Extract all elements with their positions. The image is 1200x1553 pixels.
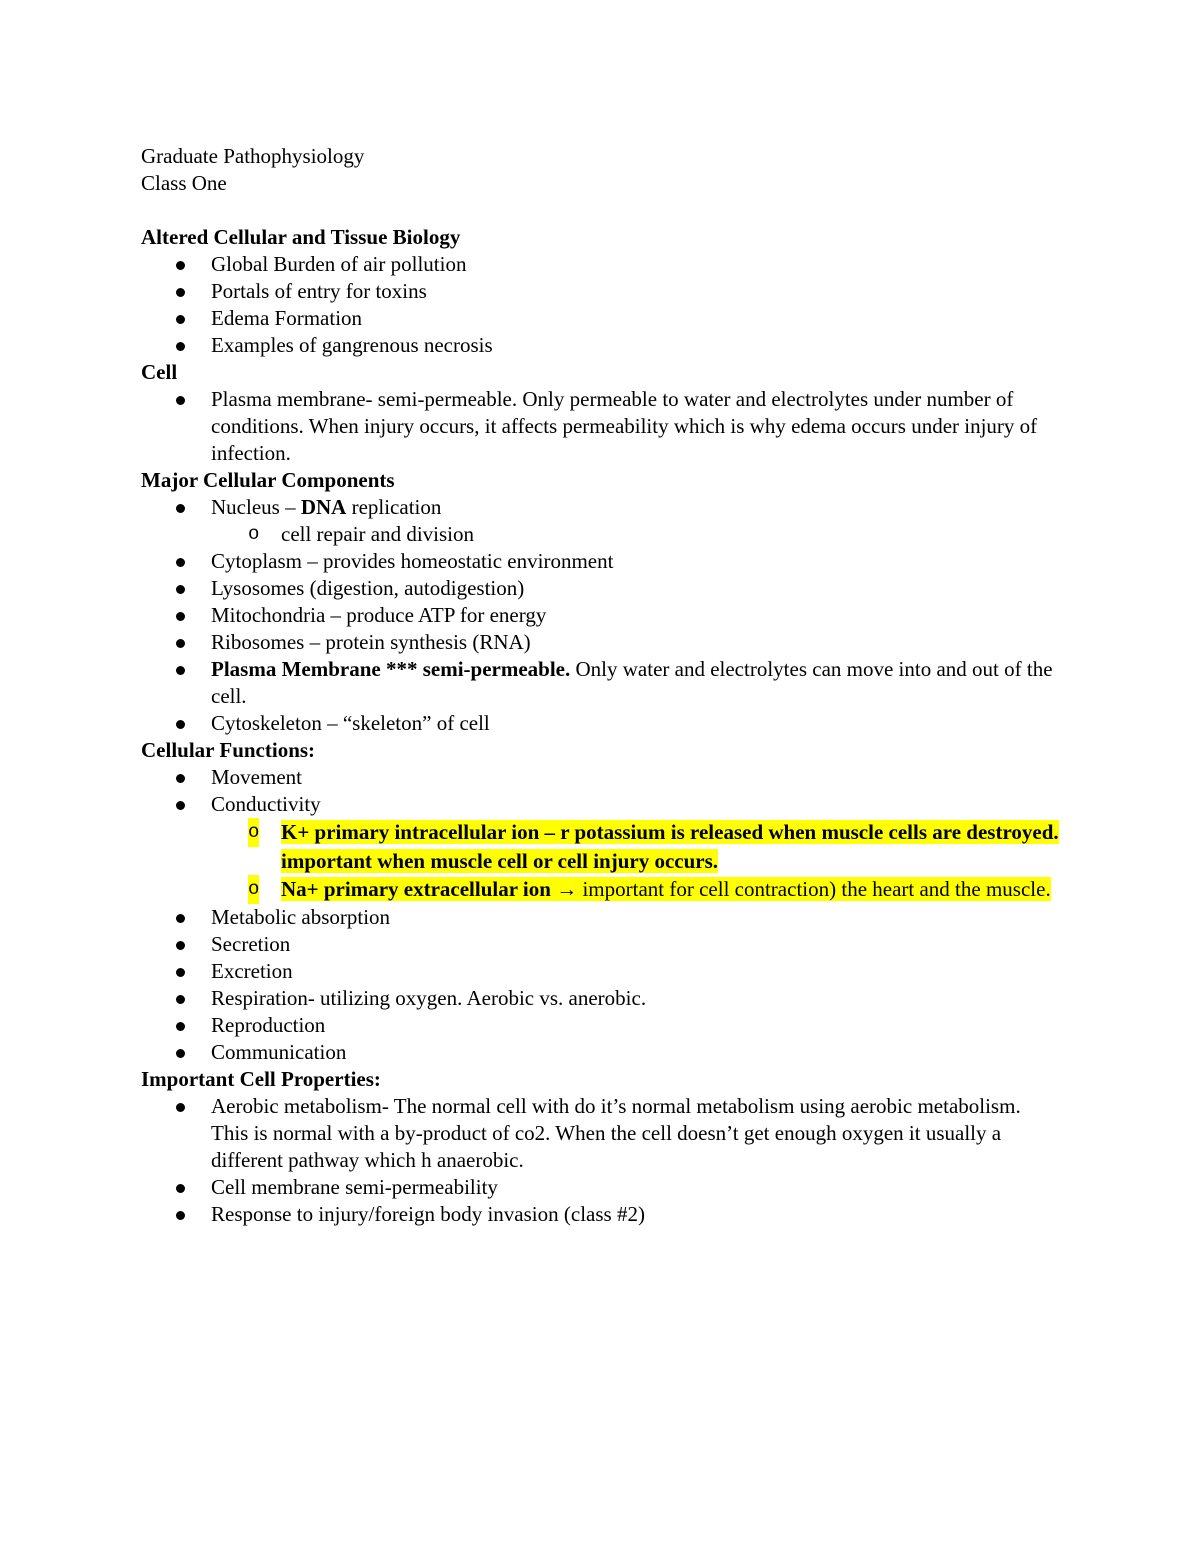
conductivity-sublist bbox=[211, 818, 1061, 904]
sub-list-item-potassium bbox=[211, 818, 1061, 875]
class-title: Class One bbox=[141, 171, 227, 195]
list-item: Plasma membrane- semi-permeable. Only permeable to water and electrolytes under number of conditions. When injury occurs, it affects permeability which is why edema occurs under injury of infection. bbox=[141, 386, 1061, 467]
list-item: Edema Formation bbox=[141, 305, 1061, 332]
circle-bullet-icon: o bbox=[248, 875, 259, 904]
section-heading-components: Major Cellular Components bbox=[141, 468, 395, 492]
sub-list-text: cell repair and division bbox=[281, 522, 475, 546]
list-item: Cytoskeleton – “skeleton” of cell bbox=[141, 710, 1061, 737]
sub-list-item bbox=[211, 521, 1061, 548]
list-item: Movement bbox=[141, 764, 1061, 791]
list-item: Aerobic metabolism- The normal cell with do it’s normal metabolism using aerobic metabolism. This is normal with a by-product of co2. When the cell doesn’t get enough oxygen it usually a different pathway which h anaerobic. bbox=[141, 1093, 1061, 1174]
cell-list bbox=[141, 386, 1061, 467]
list-item: Response to injury/foreign body invasion (class #2) bbox=[141, 1201, 1061, 1228]
list-item-conductivity bbox=[141, 791, 1061, 904]
plasma-membrane-bold: Plasma Membrane *** semi-permeable. bbox=[211, 657, 571, 681]
sub-list-item-sodium bbox=[211, 875, 1061, 904]
list-item: Lysosomes (digestion, autodigestion) bbox=[141, 575, 1061, 602]
nucleus-dna: DNA bbox=[300, 495, 347, 519]
nucleus-sublist bbox=[211, 521, 1061, 548]
spacer bbox=[141, 197, 1061, 224]
list-item-nucleus bbox=[141, 494, 1061, 548]
altered-list bbox=[141, 251, 1061, 359]
circle-bullet-icon: o bbox=[248, 523, 260, 545]
list-item: Communication bbox=[141, 1039, 1061, 1066]
section-heading-cell: Cell bbox=[141, 360, 178, 384]
potassium-text: K+ primary intracellular ion – r potassium is released when muscle cells are destroyed. important when muscle cell or cell injury occurs. bbox=[281, 820, 1059, 873]
list-item: Metabolic absorption bbox=[141, 904, 1061, 931]
document-body bbox=[141, 143, 1061, 1228]
circle-bullet-icon: o bbox=[248, 818, 259, 847]
list-item: Examples of gangrenous necrosis bbox=[141, 332, 1061, 359]
nucleus-label: Nucleus – bbox=[211, 495, 301, 519]
properties-list bbox=[141, 1093, 1061, 1228]
section-heading-functions: Cellular Functions: bbox=[141, 738, 316, 762]
list-item: Portals of entry for toxins bbox=[141, 278, 1061, 305]
list-item: Excretion bbox=[141, 958, 1061, 985]
conductivity-label: Conductivity bbox=[211, 792, 321, 816]
course-title: Graduate Pathophysiology bbox=[141, 144, 365, 168]
list-item: Reproduction bbox=[141, 1012, 1061, 1039]
plasma-membrane-text: Only water and electrolytes can move into and out of the cell. bbox=[211, 657, 1053, 708]
list-item: Cytoplasm – provides homeostatic environment bbox=[141, 548, 1061, 575]
list-item: Respiration- utilizing oxygen. Aerobic vs. anerobic. bbox=[141, 985, 1061, 1012]
functions-list bbox=[141, 764, 1061, 1066]
sodium-bold: Na+ primary extracellular ion → bbox=[281, 877, 578, 901]
section-heading-properties: Important Cell Properties: bbox=[141, 1066, 381, 1091]
components-list bbox=[141, 494, 1061, 737]
list-item: Global Burden of air pollution bbox=[141, 251, 1061, 278]
list-item: Secretion bbox=[141, 931, 1061, 958]
list-item: Mitochondria – produce ATP for energy bbox=[141, 602, 1061, 629]
list-item: Ribosomes – protein synthesis (RNA) bbox=[141, 629, 1061, 656]
sodium-text: important for cell contraction) the heart and the muscle. bbox=[577, 877, 1051, 901]
nucleus-rest: replication bbox=[346, 495, 442, 519]
list-item-plasma-membrane bbox=[141, 656, 1061, 710]
section-heading-altered: Altered Cellular and Tissue Biology bbox=[141, 225, 461, 249]
list-item: Cell membrane semi-permeability bbox=[141, 1174, 1061, 1201]
